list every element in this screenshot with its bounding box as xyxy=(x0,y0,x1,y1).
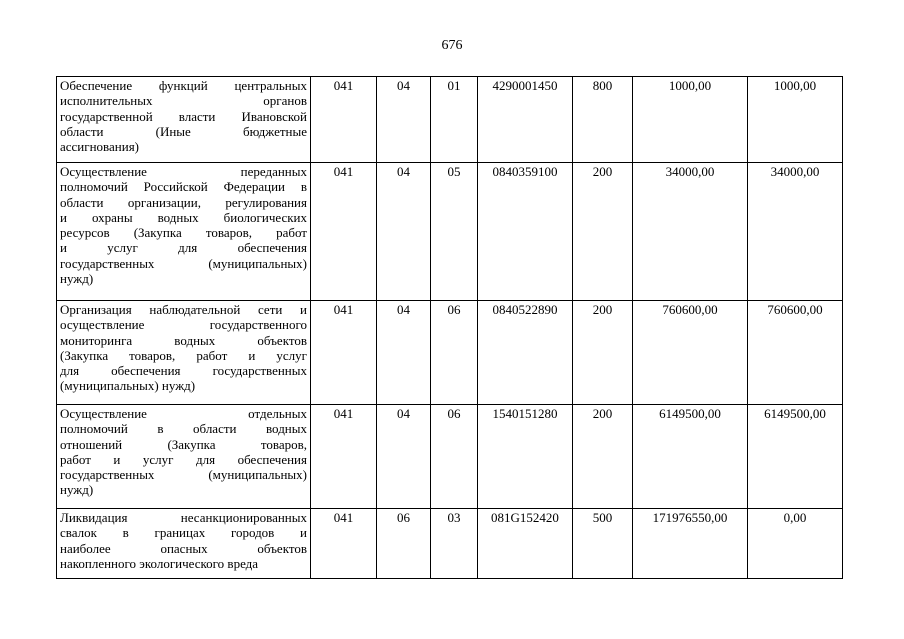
description-line: наиболее опасных объектов xyxy=(60,540,307,556)
description-line: и охраны водных биологических xyxy=(60,209,307,225)
description-line: полномочий в области водных xyxy=(60,421,307,437)
amount-year2-cell: 6149500,00 xyxy=(748,405,843,509)
expense-type-cell: 800 xyxy=(573,77,633,163)
section-code-cell: 04 xyxy=(377,301,431,405)
section-code-cell: 04 xyxy=(377,405,431,509)
description-line: Осуществление переданных xyxy=(60,164,307,179)
description-line: области организации, регулирования xyxy=(60,194,307,210)
description-line: (муниципальных) нужд) xyxy=(60,378,196,394)
amount-year1-cell: 6149500,00 xyxy=(633,405,748,509)
description-line: и услуг для обеспечения xyxy=(60,240,307,256)
amount-year1-cell: 760600,00 xyxy=(633,301,748,405)
target-article-cell: 0840359100 xyxy=(478,163,573,301)
description-line: Ликвидация несанкционированных xyxy=(60,510,307,525)
description-line: исполнительных органов xyxy=(60,93,307,109)
description-line: мониторинга водных объектов xyxy=(60,332,307,348)
expense-description xyxy=(57,405,311,509)
description-line: полномочий Российской Федерации в xyxy=(60,179,307,195)
description-line: государственных (муниципальных) xyxy=(60,255,307,271)
subsection-code-cell: 05 xyxy=(431,163,478,301)
table-row xyxy=(57,301,843,405)
target-article-cell: 1540151280 xyxy=(478,405,573,509)
description-line: нужд) xyxy=(60,482,94,498)
amount-year2-cell: 34000,00 xyxy=(748,163,843,301)
description-line: области (Иные бюджетные xyxy=(60,123,307,139)
description-line: Организация наблюдательной сети и xyxy=(60,302,307,317)
expense-description xyxy=(57,301,311,405)
expense-type-cell: 200 xyxy=(573,405,633,509)
table-body xyxy=(57,77,843,579)
description-line: Осуществление отдельных xyxy=(60,406,307,421)
admin-code-cell: 041 xyxy=(311,405,377,509)
expense-description xyxy=(57,77,311,163)
description-line: нужд) xyxy=(60,271,94,287)
subsection-code-cell: 03 xyxy=(431,509,478,579)
amount-year1-cell: 34000,00 xyxy=(633,163,748,301)
description-line: Обеспечение функций центральных xyxy=(60,78,307,93)
admin-code-cell: 041 xyxy=(311,77,377,163)
subsection-code-cell: 01 xyxy=(431,77,478,163)
table-row xyxy=(57,163,843,301)
table-row xyxy=(57,77,843,163)
amount-year2-cell: 760600,00 xyxy=(748,301,843,405)
amount-year1-cell: 171976550,00 xyxy=(633,509,748,579)
description-line: для обеспечения государственных xyxy=(60,363,307,379)
description-line: работ и услуг для обеспечения xyxy=(60,451,307,467)
description-line: накопленного экологического вреда xyxy=(60,555,259,571)
target-article-cell: 4290001450 xyxy=(478,77,573,163)
admin-code-cell: 041 xyxy=(311,509,377,579)
section-code-cell: 04 xyxy=(377,163,431,301)
expense-type-cell: 500 xyxy=(573,509,633,579)
expense-type-cell: 200 xyxy=(573,301,633,405)
description-line: (Закупка товаров, работ и услуг xyxy=(60,347,307,363)
target-article-cell: 0840522890 xyxy=(478,301,573,405)
table-row xyxy=(57,405,843,509)
subsection-code-cell: 06 xyxy=(431,405,478,509)
expense-type-cell: 200 xyxy=(573,163,633,301)
description-line: государственных (муниципальных) xyxy=(60,467,307,483)
amount-year2-cell: 0,00 xyxy=(748,509,843,579)
section-code-cell: 06 xyxy=(377,509,431,579)
budget-table xyxy=(56,76,843,579)
admin-code-cell: 041 xyxy=(311,301,377,405)
page-number: 676 xyxy=(441,38,463,53)
expense-description xyxy=(57,163,311,301)
section-code-cell: 04 xyxy=(377,77,431,163)
description-line: осуществление государственного xyxy=(60,317,307,333)
amount-year1-cell: 1000,00 xyxy=(633,77,748,163)
description-line: ресурсов (Закупка товаров, работ xyxy=(60,225,307,241)
description-line: государственной власти Ивановской xyxy=(60,108,307,124)
admin-code-cell: 041 xyxy=(311,163,377,301)
expense-description xyxy=(57,509,311,579)
amount-year2-cell: 1000,00 xyxy=(748,77,843,163)
description-line: отношений (Закупка товаров, xyxy=(60,436,307,452)
subsection-code-cell: 06 xyxy=(431,301,478,405)
target-article-cell: 081G152420 xyxy=(478,509,573,579)
description-line: свалок в границах городов и xyxy=(60,525,307,541)
table-row xyxy=(57,509,843,579)
description-line: ассигнования) xyxy=(60,139,140,155)
